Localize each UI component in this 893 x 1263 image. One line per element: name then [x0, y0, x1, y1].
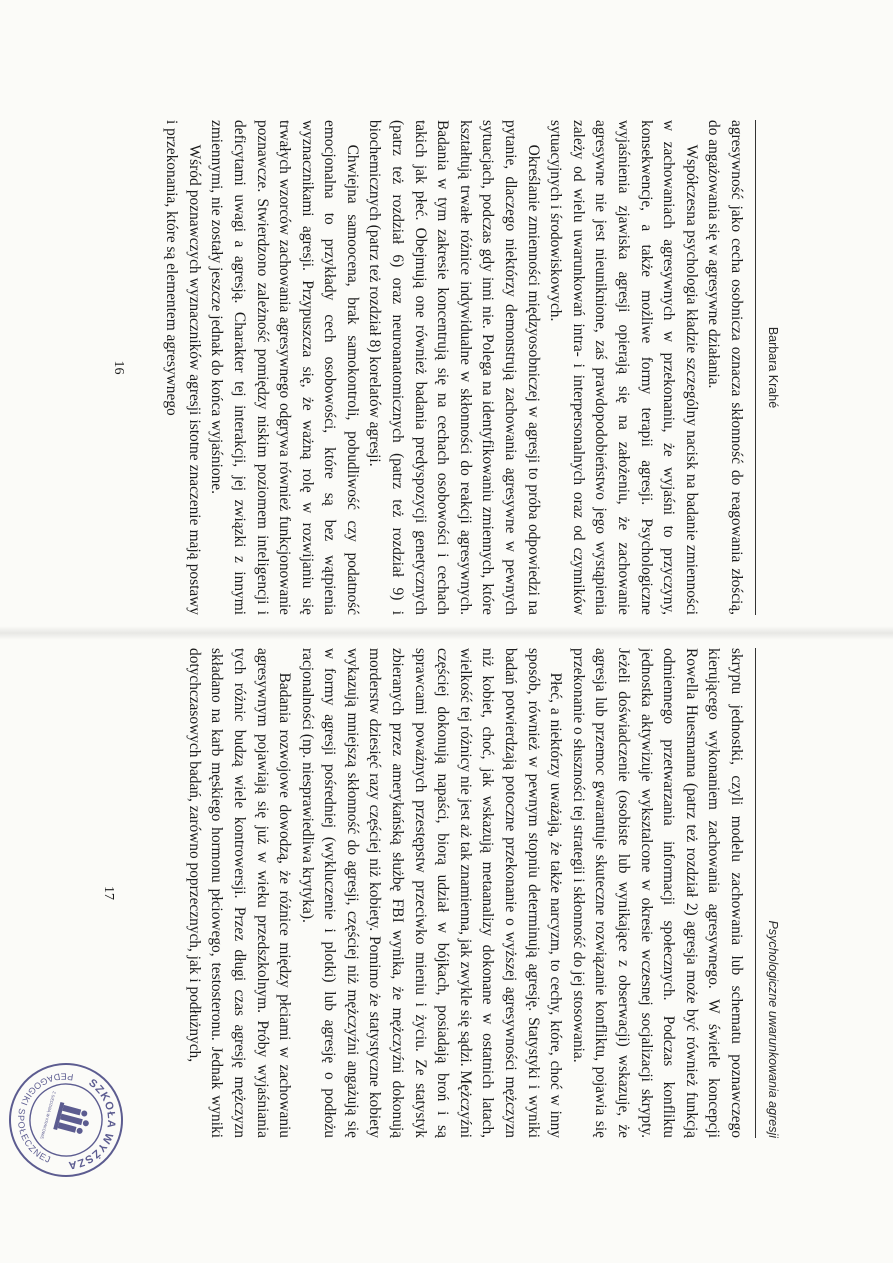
paragraph: Określanie zmienności międzyosobniczej w agresji to próba odpowiedzi na pytanie, dlaczego niektórzy demonstrują zachowania agresywne w pewnych sytuacjach, podczas gdy inni nie. Polega na identyfikowaniu zmiennych, które kształtują trwałe różnice indywidualne w skłonności do reakcji agresywnych. Badania w tym zakresie koncentrują się na cechach osobowości i cechach takich jak płeć. Obejmują one również badania predyspozycji genetycznych (patrz też rozdział 6) oraz neuroanatomicznych (patrz też rozdział 9) i biochemicznych (patrz też rozdział 8) korelatów agresji.	[366, 120, 542, 615]
svg-text:SZKOŁA WYŻSZA: SZKOŁA WYŻSZA	[66, 1076, 118, 1172]
page-body	[160, 120, 747, 615]
svg-text:PEDAGOGIKI SPOŁECZNEJ: PEDAGOGIKI SPOŁECZNEJ	[15, 1071, 74, 1166]
page-number: 16	[111, 360, 126, 375]
running-head-author: Barbara Krahé	[755, 120, 790, 615]
paragraph: skryptu jednostki, czyli modelu zachowania lub schematu poznawczego kierującego wykonaniem zachowania agresywnego. W świetle koncepcji Rowella Huesmanna (patrz też rozdział 2) agresja może być również funkcją odmiennego przetwarzania informacji społecznych. Podczas konfliktu jednostka aktywizuje wyksztalcone w okresie wczesnej socjalizacji skrypty. Jeżeli doświadczenie (osobiste lub wynikające z obserwacji) wskazuje, że agresja lub przemoc gwarantuje skuteczne rozwiązanie konfliktu, pojawia się przekonanie o słuszności tej strategii i skłonność do jej stosowania.	[569, 648, 745, 1138]
paragraph: Współczesna psychologia kładzie szczególny nacisk na badanie zmienności w zachowaniach agresywnych w przekonaniu, że wyjaśni to przyczyny, konsekwencje, a także możliwe formy terapii agresji. Psychologiczne wyjaśnienia zjawiska agresji opierają się na założeniu, że zachowanie agresywne nie jest nieuniknione, zaś prawdopodobieństwo jego wystąpienia zależy od wielu uwarunkowań intra- i interpersonalnych oraz od czynników sytuacyjnych i środowiskowych.	[547, 120, 700, 615]
paragraph: Płeć, a niektórzy uważają, że także narcyzm, to cechy, które, choć w inny sposób, również w pewnym stopniu determinują agresję. Statystyki i wyniki badań potwierdzają potoczne przekonanie o wyższej agresywności mężczyzn niż kobiet, choć, jak wskazują metaanalizy dokonane w ostatnich latach, wielkość tej różnicy nie jest aż tak znamienna, jak zwykle się sądzi. Mężczyźni częściej dokonują napaści, biorą udział w bójkach, posiadają broń i są sprawcami poważnych przestępstw przeciwko mieniu i życiu. Ze statystyk zbieranych przez amerykańską służbę FBI wynika, że mężczyźni dokonują morderstw dziesięć razy częściej niż kobiety. Pomimo że statystyczne kobiety wykazują mniejszą skłonność do agresji, częściej niż mężczyźni angażują się w formy agresji pośredniej (wykluczenie i plotki) lub agresję o podłożu racjonalności (np. niesprawiedliwa krytyka).	[298, 648, 565, 1138]
page-left	[100, 120, 790, 615]
paragraph: agresywność jako cecha osobnicza oznacza skłonność do reagowania złością, do angażowania się w agresywne działania.	[705, 120, 745, 615]
page-right	[90, 648, 790, 1138]
paragraph: Wśród poznawczych wyznaczników agresji istotne znaczenie mają postawy i przekonania, które są elementem agresywnego	[163, 120, 203, 615]
running-head-title: Psychologiczne uwarunkowania agresji	[755, 648, 790, 1138]
page-body	[182, 648, 747, 1138]
library-stamp	[6, 1060, 126, 1180]
page-number: 17	[101, 886, 116, 900]
paragraph: Chwiejna samoocena, brak samokontroli, pobudliwość czy podatność emocjonalna to przykłady cech osobowości, które są bez wątpienia wyznacznikami agresji. Przypuszcza się, że ważną rolę w rozwijaniu się trwałych wzorców zachowania agresywnego odgrywa również funkcjonowanie poznawcze. Stwierdzono zależność pomiędzy niskim poziomem inteligencji i deficytami uwagi a agresją. Charakter tej interakcji, jej związki z innymi zmiennymi, nie zostały jeszcze jednak do końca wyjaśnione.	[208, 120, 361, 615]
paragraph: Badania rozwojowe dowodzą, że różnice między płciami w zachowaniu agresywnym pojawiają się już w wieku przedszkolnym. Próby wyjaśniania tych różnic budzą wiele kontrowersji. Przez długi czas agresję mężczyzn składano na karb męskiego hormonu płciowego, testosteronu. Jednak wyniki dotychczasowych badań, zarówno poprzecznych, jak i podłużnych,	[185, 648, 294, 1138]
book-gutter	[0, 626, 893, 640]
svg-text:Z SIEDZIBĄ W KRAKOWIE: Z SIEDZIBĄ W KRAKOWIE	[39, 1090, 57, 1140]
